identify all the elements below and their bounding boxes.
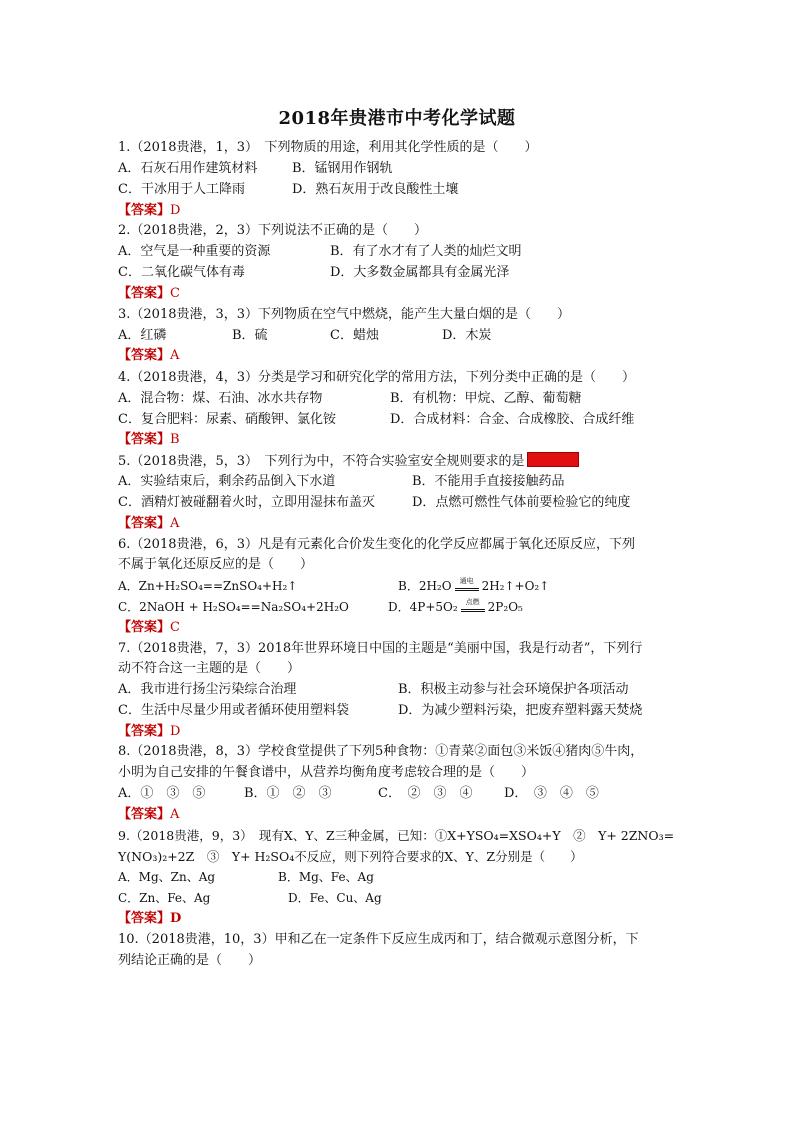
question-4-option-c: C．复合肥料：尿素、硝酸钾、氯化铵 [118,412,336,427]
question-2-option-a: A．空气是一种重要的资源 [118,244,271,259]
question-2-option-b: B．有了水才有了人类的灿烂文明 [330,244,522,259]
question-3-option-c: C．蜡烛 [330,328,379,343]
question-6-option-c: C．2NaOH + H₂SO₄==Na₂SO₄+2H₂O [118,600,349,614]
question-4-option-a: A．混合物：煤、石油、冰水共存物 [118,391,323,406]
question-7-option-c: C．生活中尽量少用或者循环使用塑料袋 [118,703,349,718]
answer-value: D [170,911,182,926]
question-7-answer [118,723,180,740]
question-6-option-b [398,578,549,595]
answer-label: 【答案】 [118,911,171,926]
question-3-answer [118,347,179,364]
question-2-stem: 2.（2018贵港，2，3）下列说法不正确的是（ ） [118,223,428,238]
redacted-answer-box [527,452,579,467]
question-4-option-d: D．合成材料：合金、合成橡胶、合成纤维 [390,412,635,427]
question-5-option-b: B．不能用手直接接触药品 [412,474,565,489]
answer-value: D [170,724,181,739]
option-b-left: B．2H₂O [398,579,452,593]
question-5-option-a: A．实验结束后，剩余药品倒入下水道 [118,474,336,489]
question-8-option-b: B．① ② ③ [244,786,332,801]
question-5-option-c: C．酒精灯被碰翻着火时，立即用湿抹布盖灭 [118,495,375,510]
question-9-option-b: B．Mg、Fe、Ag [278,870,374,884]
question-4-option-b: B．有机物：甲烷、乙醇、葡萄糖 [390,391,582,406]
question-6-stem-line1: 6.（2018贵港，6，3）凡是有元素化合价发生变化的化学反应都属于氧化还原反应，下列 [118,537,636,552]
question-6-answer [118,619,180,636]
question-9-option-c: C．Zn、Fe、Ag [118,891,211,905]
answer-label: 【答案】 [118,516,171,531]
question-3-option-d: D．木炭 [442,328,492,343]
question-4-answer [118,431,180,448]
answer-label: 【答案】 [118,286,171,301]
reaction-condition: 通电 [459,577,474,585]
question-1-stem: 1.（2018贵港，1，3） 下列物质的用途，利用其化学性质的是（ ） [118,140,538,155]
question-7-option-a: A．我市进行扬尘污染综合治理 [118,682,297,697]
answer-value: B [170,432,180,447]
question-5-answer [118,515,179,532]
question-9-option-a: A．Mg、Zn、Ag [118,870,216,884]
question-10-stem-line1: 10.（2018贵港，10，3）甲和乙在一定条件下反应生成丙和丁，结合微观示意图分析，下 [118,932,639,947]
answer-label: 【答案】 [118,203,171,218]
question-7-option-b: B．积极主动参与社会环境保护各项活动 [398,682,629,697]
question-5-option-d: D．点燃可燃性气体前要检验它的纯度 [412,495,631,510]
question-1-option-a: A．石灰石用作建筑材料 [118,161,258,176]
question-3-option-a: A．红磷 [118,328,167,343]
answer-label: 【答案】 [118,807,171,822]
question-10-stem-line2: 列结论正确的是（ ） [118,953,262,968]
question-7-stem-line1: 7.（2018贵港，7，3）2018年世界环境日中国的主题是“美丽中国，我是行动者”，下列行 [118,641,643,656]
reaction-condition: 点燃 [465,598,480,606]
question-7-stem-line2: 动不符合这一主题的是（ ） [118,661,301,676]
answer-label: 【答案】 [118,724,171,739]
question-9-stem-line1: 9.（2018贵港，9，3） 现有X、Y、Z三种金属，已知：①X+YSO₄=XSO₄+Y ② Y+ 2ZNO₃= [118,828,675,843]
question-5-stem-text: 5.（2018贵港，5，3） 下列行为中，不符合实验室安全规则要求的是 [118,454,525,469]
option-d-right: 2P₂O₅ [487,600,523,614]
question-1-option-c: C．干冰用于人工降雨 [118,182,245,197]
answer-value: C [170,620,180,635]
question-6-option-a: A．Zn+H₂SO₄==ZnSO₄+H₂↑ [118,579,298,593]
reaction-arrow-icon [455,579,479,593]
question-9-stem-line2: Y(NO₃)₂+2Z ③ Y+ H₂SO₄不反应，则下列符合要求的X、Y、Z分别是（ ） [118,849,583,864]
question-9-answer [118,910,181,927]
question-1-option-d: D．熟石灰用于改良酸性土壤 [292,182,459,197]
question-3-option-b: B．硫 [232,328,268,343]
question-2-answer [118,285,180,302]
reaction-arrow-icon [461,600,485,614]
option-b-right: 2H₂↑+O₂↑ [481,579,550,593]
question-2-option-c: C．二氧化碳气体有毒 [118,265,245,280]
question-4-stem: 4.（2018贵港，4，3）分类是学习和研究化学的常用方法，下列分类中正确的是（ ） [118,370,636,385]
question-6-stem-line2: 不属于氧化还原反应的是（ ） [118,557,314,572]
question-6-option-d [388,599,523,616]
answer-label: 【答案】 [118,348,171,363]
option-d-left: D．4P+5O₂ [388,600,458,614]
answer-value: A [170,807,180,822]
question-2-option-d: D．大多数金属都具有金属光泽 [330,265,510,280]
answer-value: C [170,286,180,301]
question-8-option-a: A．① ③ ⑤ [118,786,206,801]
question-8-option-d: D． ③ ④ ⑤ [504,786,599,801]
answer-label: 【答案】 [118,432,171,447]
answer-value: A [170,516,180,531]
question-1-answer [118,202,180,219]
question-5-stem [118,452,579,470]
page-title: 2018年贵港市中考化学试题 [278,108,516,129]
question-8-stem-line2: 小明为自己安排的午餐食谱中，从营养均衡角度考虑较合理的是（ ） [118,765,535,780]
answer-label: 【答案】 [118,620,171,635]
question-8-option-c: C． ② ③ ④ [378,786,473,801]
answer-value: D [170,203,181,218]
question-7-option-d: D．为减少塑料污染，把废弃塑料露天焚烧 [398,703,643,718]
question-9-option-d: D．Fe、Cu、Ag [288,891,382,905]
question-1-option-b: B．锰钢用作钢轨 [292,161,393,176]
question-8-stem-line1: 8.（2018贵港，8，3）学校食堂提供了下列5种食物：①青菜②面包③米饭④猪肉⑤牛肉， [118,744,644,759]
answer-value: A [170,348,180,363]
question-3-stem: 3.（2018贵港，3，3）下列物质在空气中燃烧，能产生大量白烟的是（ ） [118,307,571,322]
question-8-answer [118,806,179,823]
